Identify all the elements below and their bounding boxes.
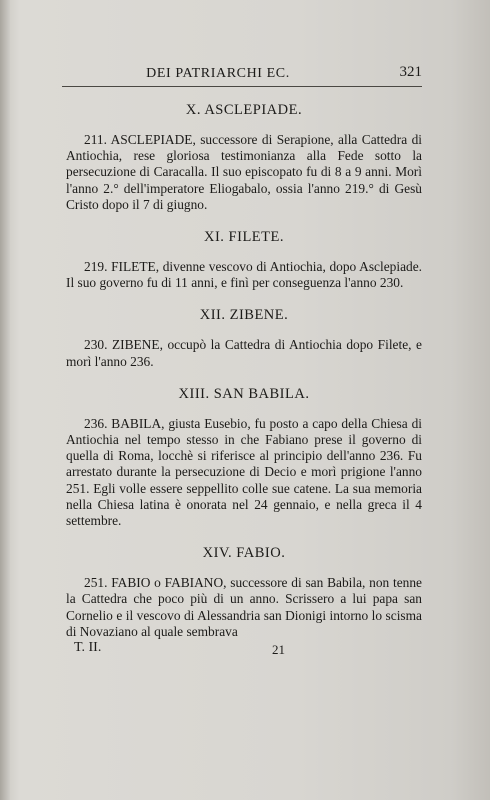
volume-signature: T. II. — [74, 640, 102, 655]
page-body — [66, 96, 422, 656]
page-number: 321 — [399, 64, 422, 80]
section-title: XIII. SAN BABILA. — [178, 385, 310, 402]
section-paragraph: 251. FABIO o FABIANO, successore di san Babila, non tenne la Cattedra che poco più di un anno. Scrissero a lui papa san Cornelio e il vescovo di Alessandria san Dionigi intorno lo scisma di Novaziano al quale sembrava — [66, 575, 422, 639]
section-title: X. ASCLEPIADE. — [185, 102, 303, 118]
section-zibene — [66, 307, 422, 369]
header-rule — [62, 86, 422, 87]
running-head: DEI PATRIARCHI EC. — [146, 66, 290, 81]
section-paragraph: 211. ASCLEPIADE, successore di Serapione, alla Cattedra di Antiochia, rese gloriosa testimonianza alla Fede sotto la persecuzione di Caracalla. Il suo episcopato fu di 8 a 9 anni. Morì l'anno 2.° dell'imperatore Eliogabalo, ossia l'anno 219.° di Gesù Cristo dopo il 7 di giugno. — [66, 132, 422, 212]
section-paragraph: 230. ZIBENE, occupò la Cattedra di Antiochia dopo Filete, e morì l'anno 236. — [66, 337, 422, 369]
section-san-babila — [66, 386, 422, 529]
section-paragraph: 236. BABILA, giusta Eusebio, fu posto a capo della Chiesa di Antiochia nel tempo stesso in che Fabiano prese il governo di quella di Roma, locchè si riferisce al principio dell'anno 236. Fu arrestato durante la persecuzione di Decio e morì prigione l'anno 251. Egli volle essere seppellito colle sue catene. La sua memoria nella Chiesa latina è onorata nel 24 gennaio, e nella greca il 4 settembre. — [66, 415, 422, 529]
page-footer — [66, 640, 422, 660]
section-paragraph: 219. FILETE, divenne vescovo di Antiochia, dopo Asclepiade. Il suo governo fu di 11 anni, e finì per conseguenza l'anno 230. — [66, 259, 422, 291]
section-title: XIV. FABIO. — [202, 545, 286, 562]
section-title: XII. ZIBENE. — [199, 307, 289, 324]
page-gutter-shadow — [0, 0, 10, 800]
section-asclepiade — [66, 102, 422, 213]
section-title: XI. FILETE. — [204, 229, 284, 246]
section-fabio — [66, 545, 422, 640]
section-filete — [66, 229, 422, 291]
gathering-signature: 21 — [272, 642, 285, 657]
